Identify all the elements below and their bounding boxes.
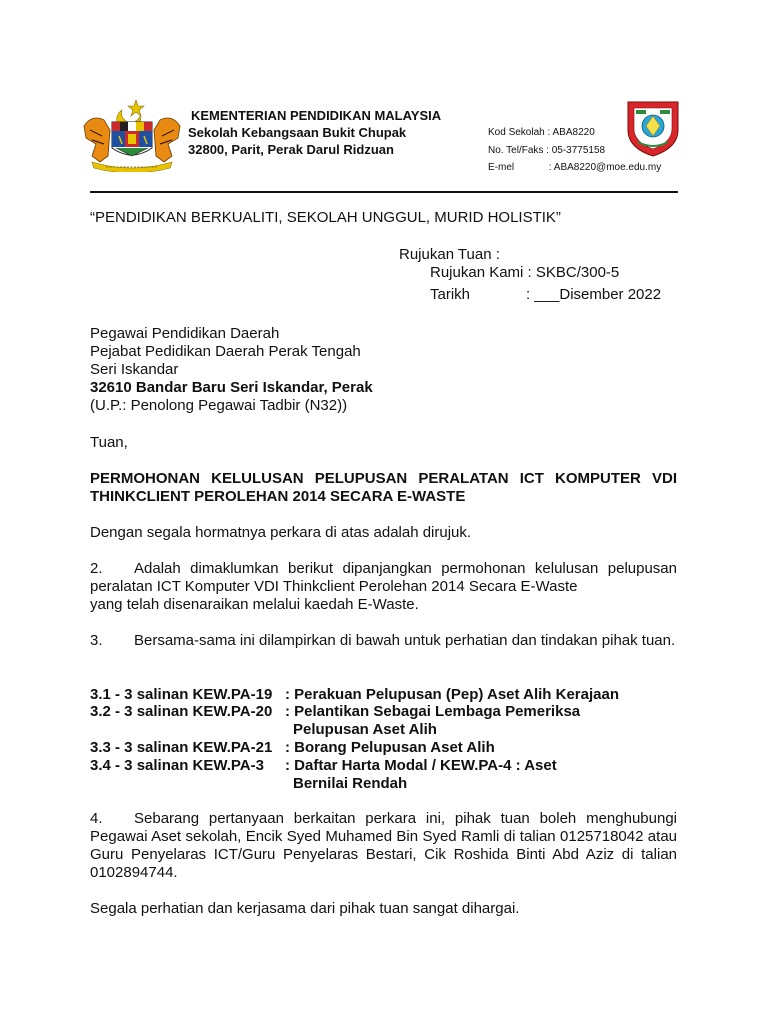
recipient-title: Pegawai Pendidikan Daerah: [90, 325, 280, 342]
subject-line-2: THINKCLIENT PEROLEHAN 2014 SECARA E-WASTE: [90, 488, 466, 505]
contact-value: : 05-3775158: [546, 145, 606, 156]
subject-line-1: PERMOHONAN KELULUSAN PELUPUSAN PERALATAN ICT KOMPUTER VDI: [90, 470, 677, 487]
contact-value: : ABA8220: [547, 127, 595, 138]
paragraph-2: [90, 560, 677, 614]
school-email: [488, 162, 661, 173]
attachment-item-desc: : Perakuan Pelupusan (Pep) Aset Alih Kerajaan: [285, 686, 619, 703]
our-reference: Rujukan Kami : SKBC/300-5: [430, 264, 620, 281]
attachment-item-desc-cont: Pelupusan Aset Alih: [293, 721, 437, 738]
paragraph-2-text: Adalah dimaklumkan berikut dipanjangkan permohonan kelulusan pelupusan peralatan ICT Komputer VDI Thinkclient Perolehan 2014 Secara E-Waste: [90, 560, 677, 595]
salutation: Tuan,: [90, 434, 128, 451]
header-divider: [90, 191, 678, 193]
paragraph-2-tail: yang telah disenaraikan melalui kaedah E-Waste.: [90, 596, 419, 613]
date-value: : ___Disember 2022: [526, 286, 662, 303]
contact-value: : ABA8220@moe.edu.my: [548, 162, 662, 173]
attachment-item-desc: : Daftar Harta Modal / KEW.PA-4 : Aset: [285, 757, 557, 774]
closing-remark: Segala perhatian dan kerjasama dari pihak tuan sangat dihargai.: [90, 900, 520, 917]
recipient-attention: (U.P.: Penolong Pegawai Tadbir (N32)): [90, 397, 348, 414]
paragraph-3-text: Bersama-sama ini dilampirkan di bawah untuk perhatian dan tindakan pihak tuan.: [134, 632, 676, 649]
paragraph-1: Dengan segala hormatnya perkara di atas adalah dirujuk.: [90, 524, 472, 541]
attachment-item-desc-cont: Bernilai Rendah: [293, 775, 408, 792]
school-crest-logo: [624, 96, 682, 158]
recipient-postcode: 32610 Bandar Baru Seri Iskandar, Perak: [90, 379, 373, 396]
your-reference: Rujukan Tuan :: [399, 246, 500, 263]
contact-label: E-mel: [488, 162, 515, 173]
paragraph-number: 3.: [90, 632, 103, 649]
school-code: [488, 127, 595, 138]
paragraph-number: 4.: [90, 810, 103, 827]
attachment-item-code: 3.1 - 3 salinan KEW.PA-19: [90, 686, 273, 703]
recipient-town: Seri Iskandar: [90, 361, 179, 378]
paragraph-3: [90, 632, 677, 650]
date-line: [430, 286, 661, 303]
attachment-item-desc: : Pelantikan Sebagai Lembaga Pemeriksa: [285, 703, 581, 720]
contact-label: No. Tel/Faks: [488, 145, 544, 156]
paragraph-4-text: Sebarang pertanyaan berkaitan perkara ini, pihak tuan boleh menghubungi Pegawai Aset sekolah, Encik Syed Muhamed Bin Syed Ramli di talian 0125718042 atau Guru Penyelaras ICT/Guru Penyelaras Bestari, Cik Roshida Binti Abd Aziz di talian 0102894744.: [90, 810, 677, 881]
attachment-item-desc: : Borang Pelupusan Aset Alih: [285, 739, 495, 756]
school-name: Sekolah Kebangsaan Bukit Chupak: [188, 125, 407, 140]
school-phone: [488, 145, 605, 156]
attachment-item-code: 3.4 - 3 salinan KEW.PA-3: [90, 757, 264, 774]
attachment-item-code: 3.3 - 3 salinan KEW.PA-21: [90, 739, 273, 756]
school-motto: “PENDIDIKAN BERKUALITI, SEKOLAH UNGGUL, MURID HOLISTIK”: [90, 209, 561, 226]
ministry-name: KEMENTERIAN PENDIDIKAN MALAYSIA: [191, 108, 442, 123]
coat-of-arms-logo: [78, 96, 186, 172]
date-label: Tarikh: [430, 286, 471, 303]
paragraph-4: [90, 810, 677, 882]
contact-label: Kod Sekolah: [488, 127, 545, 138]
paragraph-number: 2.: [90, 560, 103, 577]
attachment-item-code: 3.2 - 3 salinan KEW.PA-20: [90, 703, 273, 720]
school-address: 32800, Parit, Perak Darul Ridzuan: [188, 142, 394, 157]
recipient-office: Pejabat Pedidikan Daerah Perak Tengah: [90, 343, 361, 360]
letter-subject: [90, 470, 677, 506]
